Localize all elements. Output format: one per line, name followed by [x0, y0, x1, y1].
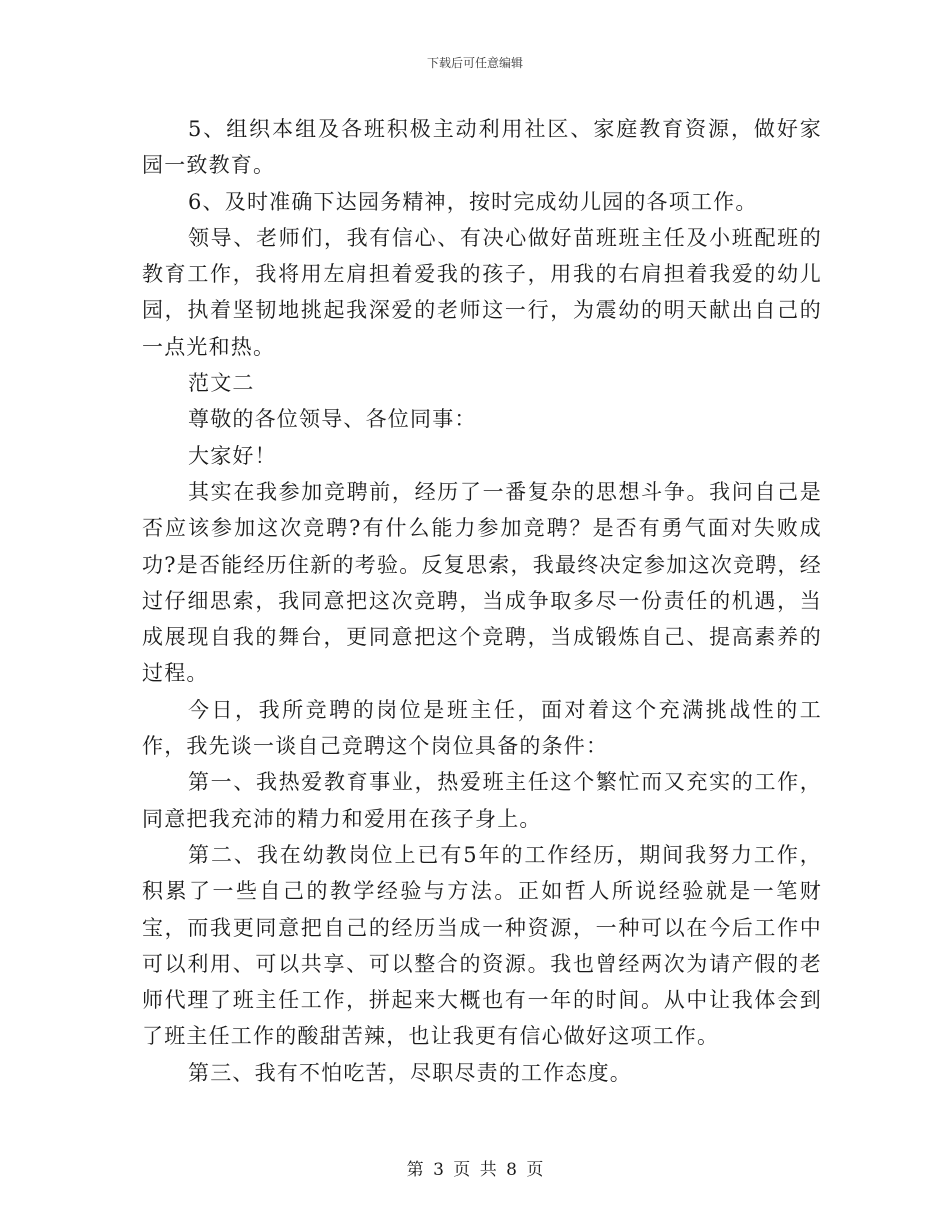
page-header: 下载后可任意编辑: [426, 56, 523, 70]
paragraph-item-6: 6、及时准确下达园务精神，按时完成幼儿园的各项工作。: [188, 189, 758, 214]
section-title: 范文二: [188, 371, 255, 396]
paragraph-position: 今日，我所竞聘的岗位是班主任，面对着这个充满挑战性的工作，我先谈一谈自己竞聘这个岗位具备的条件：: [142, 697, 822, 759]
page-number: 第 3 页 共 8 页: [406, 1160, 544, 1180]
paragraph-second: 第二、我在幼教岗位上已有5年的工作经历，期间我努力工作，积累了一些自己的教学经验与方法。正如哲人所说经验就是一笔财宝，而我更同意把自己的经历当成一种资源，一种可以在今后工作中可以利用、可以共享、可以整合的资源。我也曾经两次为请产假的老师代理了班主任工作，拼起来大概也有一年的时间。从中让我体会到了班主任工作的酸甜苦辣，也让我更有信心做好这项工作。: [142, 842, 822, 1049]
salutation: 尊敬的各位领导、各位同事：: [188, 407, 477, 432]
paragraph-closing: 领导、老师们，我有信心、有决心做好苗班班主任及小班配班的教育工作，我将用左肩担着爱我的孩子，用我的右肩担着我爱的幼儿园，执着坚韧地挑起我深爱的老师这一行，为震幼的明天献出自己的一点光和热。: [142, 225, 822, 359]
paragraph-third: 第三、我有不怕吃苦，尽职尽责的工作态度。: [188, 1060, 632, 1085]
paragraph-first: 第一、我热爱教育事业，热爱班主任这个繁忙而又充实的工作，同意把我充沛的精力和爱用在孩子身上。: [142, 770, 822, 831]
paragraph-item-5: 5、组织本组及各班积极主动利用社区、家庭教育资源，做好家园一致教育。: [142, 117, 822, 178]
greeting: 大家好！: [188, 443, 277, 468]
paragraph-intro: 其实在我参加竞聘前，经历了一番复杂的思想斗争。我问自己是否应该参加这次竞聘?有什么能力参加竞聘？是否有勇气面对失败成功?是否能经历住新的考验。反复思索，我最终决定参加这次竞聘，经过仔细思索，我同意把这次竞聘，当成争取多尽一份责任的机遇，当成展现自我的舞台，更同意把这个竞聘，当成锻炼自己、提高素养的过程。: [142, 479, 822, 686]
document-body: [142, 111, 822, 1091]
